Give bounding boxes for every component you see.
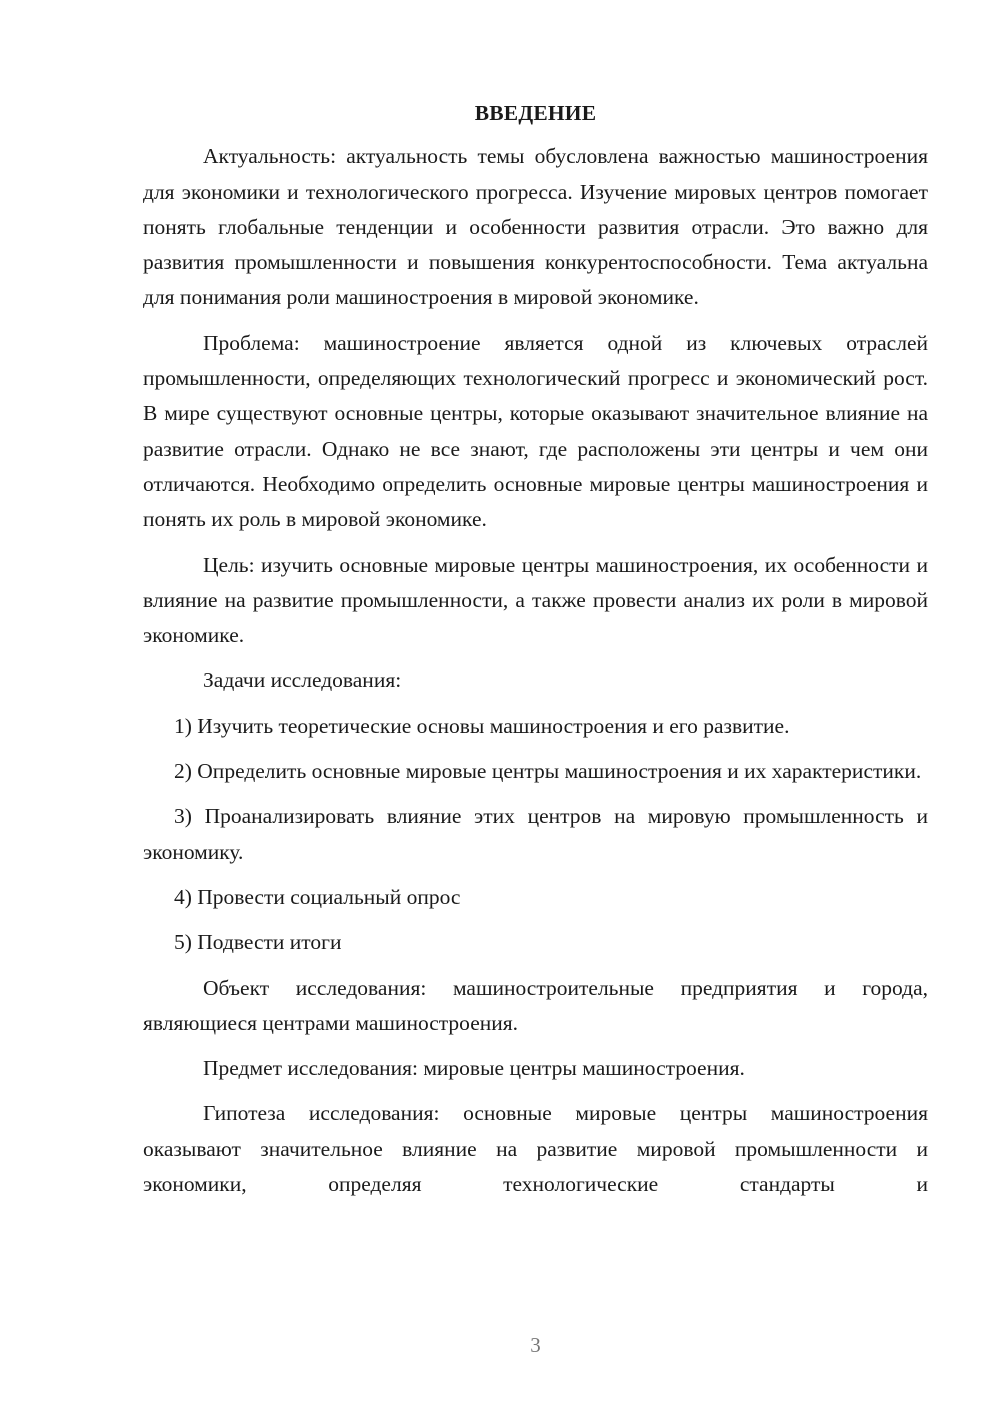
list-item: 3) Проанализировать влияние этих центров на мировую промышленность и экономику. — [143, 804, 928, 864]
list-item: 2) Определить основные мировые центры машиностроения и их характеристики. — [174, 759, 922, 784]
hypothesis-paragraph: Гипотеза исследования: основные мировые центры машиностроения оказывают значительное влияние на развитие мировой промышленности и экономики, определяя технологические стандарты и — [143, 1101, 928, 1197]
page-number: 3 — [530, 1333, 541, 1357]
object-paragraph: Объект исследования: машиностроительные предприятия и города, являющиеся центрами машиностроения. — [143, 975, 928, 1035]
tasks-list — [143, 709, 928, 961]
goal-paragraph: Цель: изучить основные мировые центры машиностроения, их особенности и влияние на развитие промышленности, а также провести анализ их роли в мировой экономике. — [143, 552, 928, 648]
page-title: ВВЕДЕНИЕ — [474, 101, 597, 125]
relevance-paragraph: Актуальность: актуальность темы обусловлена важностью машиностроения для экономики и технологического прогресса. Изучение мировых центров помогает понять глобальные тенденции и особенности развития отрасли. Это важно для развития промышленности и повышения конкурентоспособности. Тема актуальна для понимания роли машиностроения в мировой экономике. — [143, 144, 928, 310]
list-item: 4) Провести социальный опрос — [174, 884, 461, 909]
tasks-heading: Задачи исследования: — [203, 668, 402, 693]
problem-paragraph: Проблема: машиностроение является одной из ключевых отраслей промышленности, определяющих технологический прогресс и экономический рост. В мире существуют основные центры, которые оказывают значительное влияние на развитие отрасли. Однако не все знают, где расположены эти центры и чем они отличаются. Необходимо определить основные мировые центры машиностроения и понять их роль в мировой экономике. — [143, 330, 928, 532]
list-item: 5) Подвести итоги — [174, 930, 342, 955]
list-item: 1) Изучить теоретические основы машиностроения и его развитие. — [174, 713, 790, 738]
subject-paragraph: Предмет исследования: мировые центры машиностроения. — [203, 1056, 745, 1081]
document-page — [143, 96, 928, 1202]
